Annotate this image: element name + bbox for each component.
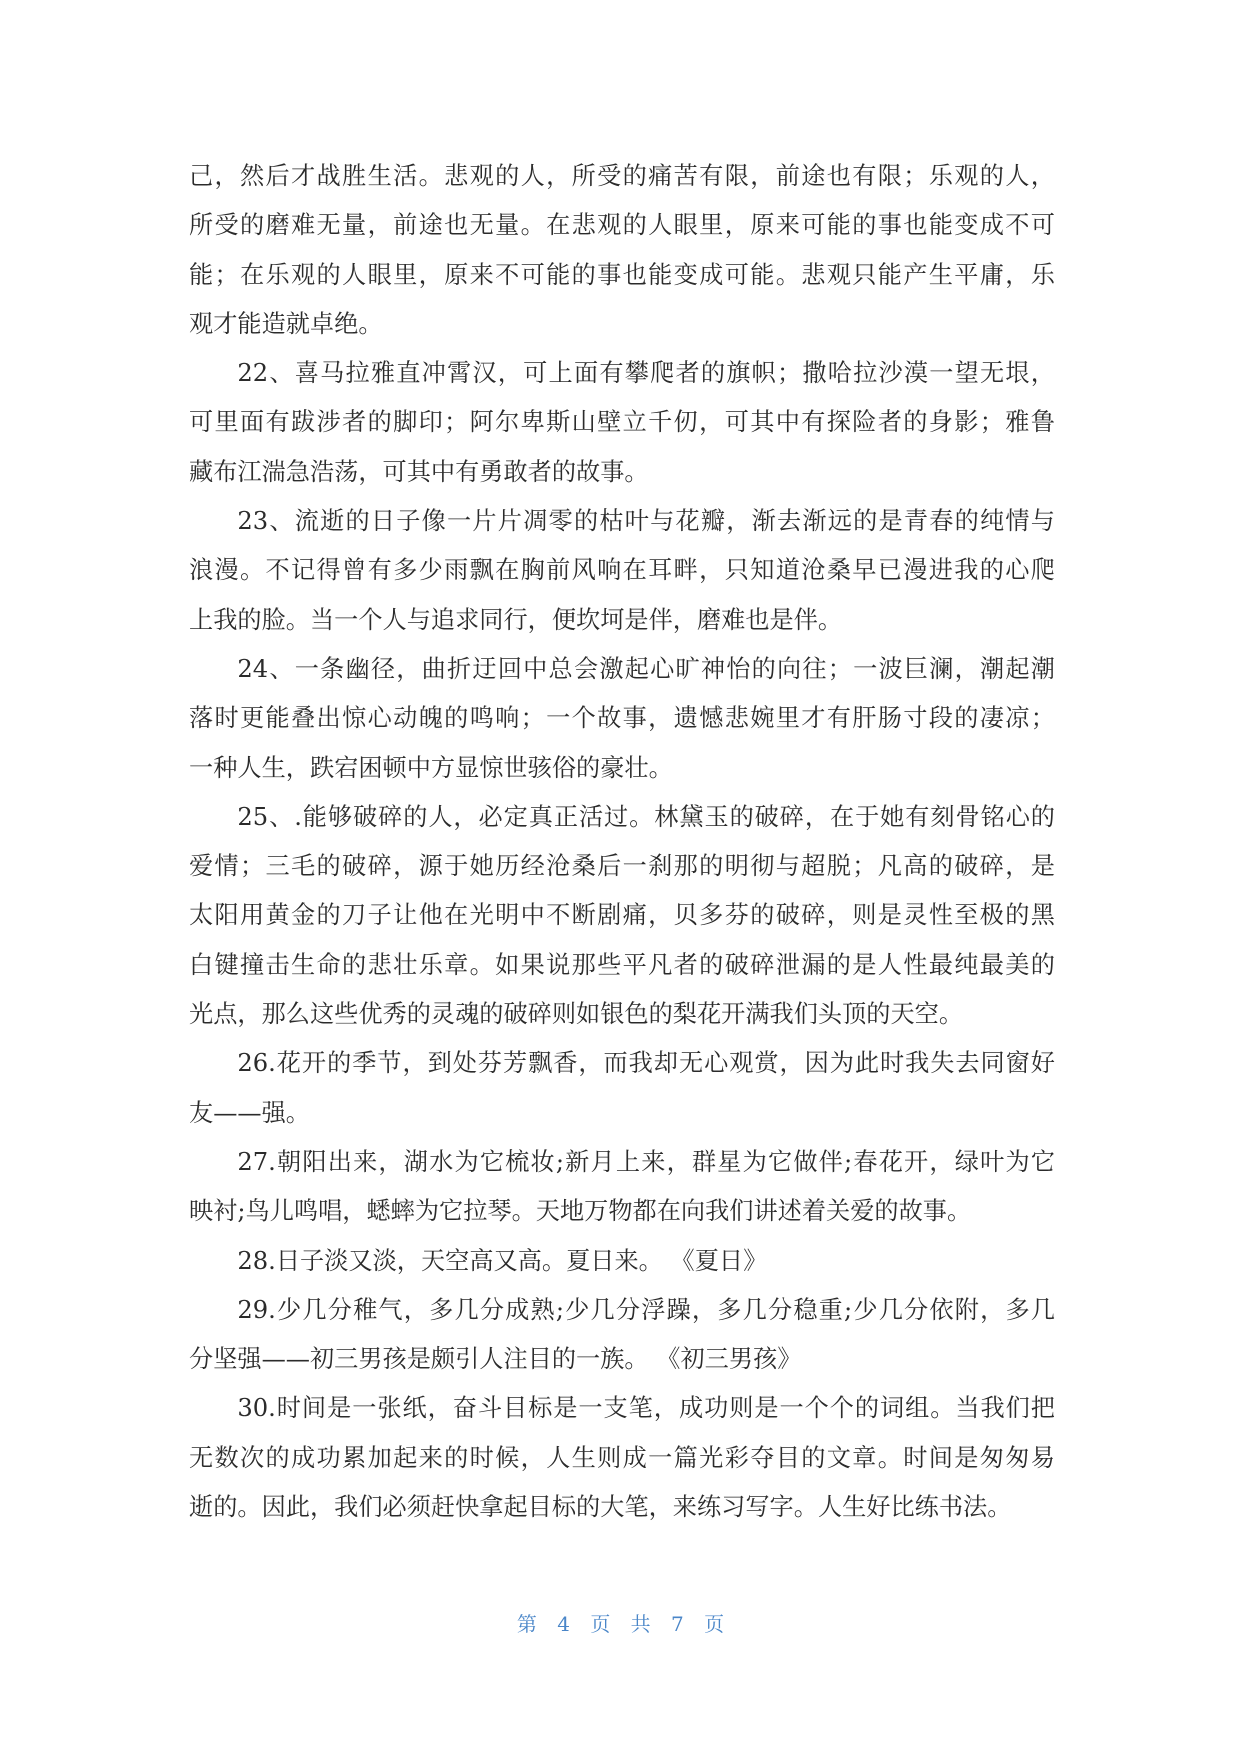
- text-line: 分坚强——初三男孩是颇引人注目的一族。 《初三男孩》: [189, 1345, 802, 1374]
- text-line: 24、一条幽径，曲折迂回中总会激起心旷神怡的向往；一波巨澜，潮起潮: [237, 654, 1055, 683]
- text-line: 25、.能够破碎的人，必定真正活过。林黛玉的破碎，在于她有刻骨铭心的: [237, 802, 1055, 831]
- text-line: 逝的。因此，我们必须赶快拿起目标的大笔，来练习写字。人生好比练书法。: [189, 1493, 1012, 1522]
- text-line: 能；在乐观的人眼里，原来不可能的事也能变成可能。悲观只能产生平庸，乐: [189, 260, 1055, 289]
- text-line: 22、喜马拉雅直冲霄汉，可上面有攀爬者的旗帜；撒哈拉沙漠一望无垠，: [237, 359, 1055, 388]
- paragraph: [189, 1286, 1055, 1385]
- text-line: 28.日子淡又淡，天空高又高。夏日来。 《夏日》: [237, 1246, 768, 1275]
- text-line: 己，然后才战胜生活。悲观的人，所受的痛苦有限，前途也有限；乐观的人，: [189, 162, 1055, 190]
- text-line: 白键撞击生命的悲壮乐章。如果说那些平凡者的破碎泄漏的是人性最纯最美的: [189, 950, 1055, 979]
- text-line: 光点，那么这些优秀的灵魂的破碎则如银色的梨花开满我们头顶的天空。: [189, 1000, 964, 1029]
- text-line: 27.朝阳出来，湖水为它梳妆;新月上来，群星为它做伴;春花开，绿叶为它: [237, 1147, 1055, 1176]
- paragraph: [189, 152, 1055, 349]
- text-line: 一种人生，跌宕困顿中方显惊世骇俗的豪壮。: [189, 753, 673, 782]
- paragraph: [189, 497, 1055, 645]
- text-line: 无数次的成功累加起来的时候，人生则成一篇光彩夺目的文章。时间是匆匆易: [189, 1443, 1055, 1472]
- text-line: 藏布江湍急浩荡，可其中有勇敢者的故事。: [189, 457, 649, 486]
- text-line: 浪漫。不记得曾有多少雨飘在胸前风响在耳畔，只知道沧桑早已漫进我的心爬: [189, 556, 1055, 585]
- text-line: 爱情；三毛的破碎，源于她历经沧桑后一刹那的明彻与超脱；凡高的破碎，是: [189, 852, 1055, 881]
- text-line: 所受的磨难无量，前途也无量。在悲观的人眼里，原来可能的事也能变成不可: [189, 211, 1055, 240]
- paragraph: [189, 349, 1055, 497]
- text-line: 可里面有跋涉者的脚印；阿尔卑斯山壁立千仞，可其中有探险者的身影；雅鲁: [189, 408, 1055, 437]
- paragraph: [189, 645, 1055, 793]
- text-line: 观才能造就卓绝。: [189, 309, 383, 338]
- paragraph: [189, 793, 1055, 1039]
- text-line: 29.少几分稚气，多几分成熟;少几分浮躁，多几分稳重;少几分依附，多几: [237, 1295, 1055, 1324]
- paragraph: [189, 1237, 1055, 1286]
- text-line: 上我的脸。当一个人与追求同行，便坎坷是伴，磨难也是伴。: [189, 605, 843, 634]
- page-number-footer: 第 4 页 共 7 页: [516, 1612, 725, 1636]
- paragraph: [189, 1039, 1055, 1138]
- paragraph: [189, 1138, 1055, 1237]
- text-line: 26.花开的季节，到处芬芳飘香，而我却无心观赏，因为此时我失去同窗好: [237, 1049, 1055, 1078]
- text-line: 太阳用黄金的刀子让他在光明中不断剧痛，贝多芬的破碎，则是灵性至极的黑: [189, 901, 1055, 930]
- text-line: 落时更能叠出惊心动魄的鸣响；一个故事，遗憾悲婉里才有肝肠寸段的凄凉；: [189, 704, 1055, 733]
- text-line: 23、流逝的日子像一片片凋零的枯叶与花瓣，渐去渐远的是青春的纯情与: [237, 507, 1055, 536]
- document-body: [189, 152, 1055, 1532]
- text-line: 30.时间是一张纸，奋斗目标是一支笔，成功则是一个个的词组。当我们把: [237, 1394, 1055, 1423]
- paragraph: [189, 1384, 1055, 1532]
- text-line: 友——强。: [189, 1098, 310, 1127]
- text-line: 映衬;鸟儿鸣唱，蟋蟀为它拉琴。天地万物都在向我们讲述着关爱的故事。: [189, 1197, 972, 1226]
